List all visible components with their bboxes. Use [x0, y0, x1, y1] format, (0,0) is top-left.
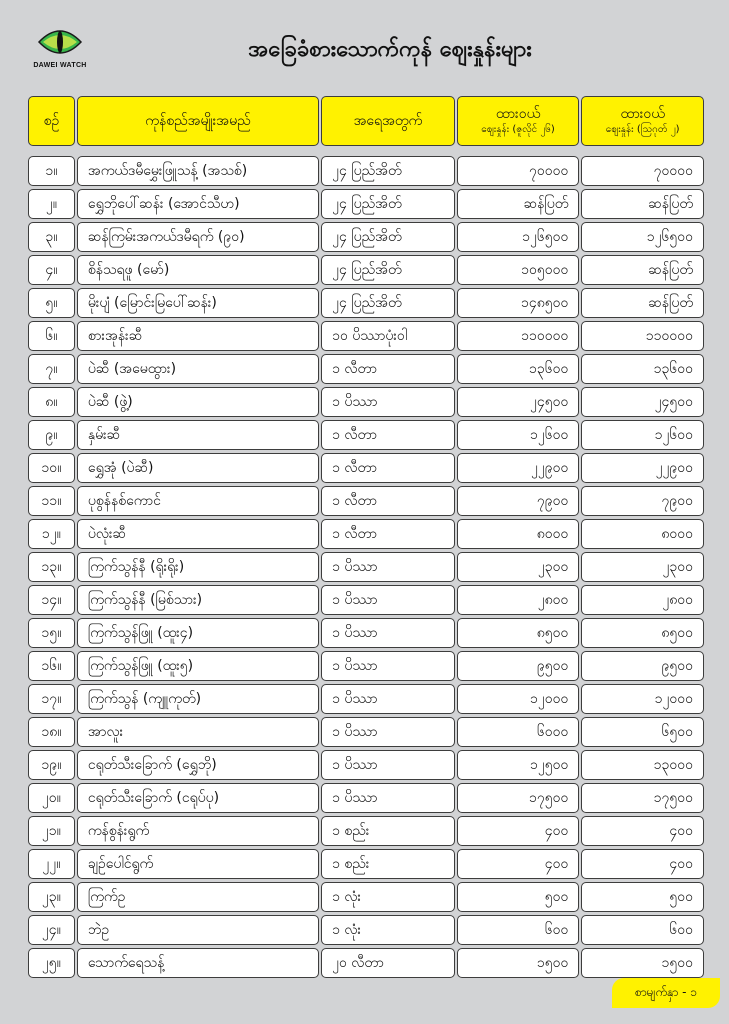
table-row	[28, 552, 704, 582]
row-number: ၁၄။	[28, 585, 75, 615]
table-row	[28, 849, 704, 879]
price-jul: ၁၅၀၀	[457, 948, 580, 978]
row-number: ၂၃။	[28, 882, 75, 912]
unit: ၁ လီတာ	[321, 519, 455, 549]
price-jul: ၁၂၆၀၀	[457, 420, 580, 450]
price-aug: ၁၃၆၀၀	[581, 354, 704, 384]
price-aug: ၂၂၉၀၀	[581, 453, 704, 483]
header-price-jul-main: ထားဝယ်	[495, 106, 541, 122]
header-price-jul	[457, 96, 580, 146]
unit: ၁ လီတာ	[321, 453, 455, 483]
price-aug: ၇၉၀၀	[581, 486, 704, 516]
unit: ၁ လီတာ	[321, 486, 455, 516]
item-name: ကြက်သွန်နီ (မြစ်သား)	[77, 585, 319, 615]
row-number: ၁၅။	[28, 618, 75, 648]
price-aug: ၈၀၀၀	[581, 519, 704, 549]
page-title: အခြေခံစားသောက်ကုန် ဈေးနှုန်းများ	[248, 37, 532, 62]
price-aug: ၁၂၆၅၀၀	[581, 222, 704, 252]
row-number: ၁၇။	[28, 684, 75, 714]
unit: ၁ ပိဿာ	[321, 783, 455, 813]
price-jul: ၇၀၀၀၀	[457, 156, 580, 186]
header-price-jul-sub: ဈေးနှုန်း (ဇူလိုင် ၂၆)	[481, 123, 555, 135]
price-aug: ၁၁၀၀၀၀	[581, 321, 704, 351]
price-jul: ၆၀၀၀	[457, 717, 580, 747]
row-number: ၂၂။	[28, 849, 75, 879]
row-number: ၂၀။	[28, 783, 75, 813]
row-number: ၂၄။	[28, 915, 75, 945]
row-number: ၁၈။	[28, 717, 75, 747]
header-price-aug-sub: ဈေးနှုန်း (ဩဂုတ် ၂)	[605, 123, 680, 135]
unit: ၁ ပိဿာ	[321, 684, 455, 714]
item-name: အကယ်ဒမီမွှေးဖြူသန့် (အသစ်)	[77, 156, 319, 186]
row-number: ၉။	[28, 420, 75, 450]
table-row	[28, 948, 704, 978]
price-jul: ၄၀၀	[457, 849, 580, 879]
table-row	[28, 519, 704, 549]
item-name: ပဲဆီ (အမေထွား)	[77, 354, 319, 384]
table-row	[28, 816, 704, 846]
item-name: ပဲဆီ (ဖွဲ့)	[77, 387, 319, 417]
price-aug: ၁၂၀၀၀	[581, 684, 704, 714]
price-jul: ၆၀၀	[457, 915, 580, 945]
table-row	[28, 486, 704, 516]
row-number: ၄။	[28, 255, 75, 285]
item-name: ရွှေဘိုပေါ်ဆန်း (အောင်သီဟ)	[77, 189, 319, 219]
item-name: သောက်ရေသန့်	[77, 948, 319, 978]
table-row	[28, 915, 704, 945]
unit: ၁ လုံး	[321, 882, 455, 912]
price-aug: ၄၀၀	[581, 849, 704, 879]
table-row	[28, 651, 704, 681]
unit: ၂၄ ပြည်အိတ်	[321, 255, 455, 285]
price-aug: ၈၅၀၀	[581, 618, 704, 648]
price-jul: ၁၄၈၅၀၀	[457, 288, 580, 318]
row-number: ၁။	[28, 156, 75, 186]
item-name: ငရုတ်သီးခြောက် (ငရုပ်ပု)	[77, 783, 319, 813]
logo-text: DAWEI WATCH	[33, 62, 87, 69]
item-name: ချဉ်ပေါင်ရွက်	[77, 849, 319, 879]
table-row	[28, 453, 704, 483]
row-number: ၅။	[28, 288, 75, 318]
unit: ၁ ပိဿာ	[321, 552, 455, 582]
price-jul: ၁၀၅၀၀၀	[457, 255, 580, 285]
price-jul: ၁၃၆၀၀	[457, 354, 580, 384]
item-name: ကြက်သွန်နီ (ရိုးရိုး)	[77, 552, 319, 582]
item-name: ကြက်သွန် (ကျူကုတ်)	[77, 684, 319, 714]
table-header-row	[28, 96, 704, 146]
unit: ၁ စည်း	[321, 816, 455, 846]
price-jul: ၁၁၀၀၀၀	[457, 321, 580, 351]
price-aug: ၄၀၀	[581, 816, 704, 846]
table-row	[28, 618, 704, 648]
page-number-badge: စာမျက်နှာ - ၁	[612, 978, 720, 1008]
row-number: ၁၁။	[28, 486, 75, 516]
item-name: ဆန်ကြမ်းအကယ်ဒမီရက် (၉၀)	[77, 222, 319, 252]
item-name: ကန်စွန်းရွက်	[77, 816, 319, 846]
price-aug: ၆၀၀	[581, 915, 704, 945]
table-row	[28, 156, 704, 186]
item-name: ရွှေအုံ (ပဲဆီ)	[77, 453, 319, 483]
price-aug: ၂၃၀၀	[581, 552, 704, 582]
item-name: ငရုတ်သီးခြောက် (ရွှေဘို)	[77, 750, 319, 780]
header-unit: အရေအတွက်	[321, 96, 455, 146]
row-number: ၃။	[28, 222, 75, 252]
unit: ၂၀ လီတာ	[321, 948, 455, 978]
unit: ၁ ပိဿာ	[321, 651, 455, 681]
price-jul: ၅၀၀	[457, 882, 580, 912]
price-jul: ၂၂၉၀၀	[457, 453, 580, 483]
row-number: ၂၅။	[28, 948, 75, 978]
row-number: ၁၂။	[28, 519, 75, 549]
item-name: နှမ်းဆီ	[77, 420, 319, 450]
table-row	[28, 255, 704, 285]
table-row	[28, 387, 704, 417]
item-name: ပုစွန်နစ်ကောင်	[77, 486, 319, 516]
row-number: ၇။	[28, 354, 75, 384]
cat-eye-icon	[37, 26, 83, 58]
unit: ၂၄ ပြည်အိတ်	[321, 189, 455, 219]
unit: ၁ လီတာ	[321, 420, 455, 450]
unit: ၁၀ ပိဿာပုံးဝါ	[321, 321, 455, 351]
price-jul: ၇၉၀၀	[457, 486, 580, 516]
table-row	[28, 321, 704, 351]
item-name: ကြက်ဥ	[77, 882, 319, 912]
unit: ၂၄ ပြည်အိတ်	[321, 288, 455, 318]
row-number: ၂။	[28, 189, 75, 219]
price-jul: ၈၀၀၀	[457, 519, 580, 549]
price-jul: ၁၂၆၅၀၀	[457, 222, 580, 252]
item-name: မိုးပျံ (မြောင်းမြပေါ်ဆန်း)	[77, 288, 319, 318]
unit: ၁ ပိဿာ	[321, 750, 455, 780]
price-jul: ၈၅၀၀	[457, 618, 580, 648]
item-name: ပဲလုံးဆီ	[77, 519, 319, 549]
unit: ၁ စည်း	[321, 849, 455, 879]
price-jul: ဆန်ပြတ်	[457, 189, 580, 219]
table-row	[28, 189, 704, 219]
price-jul: ၁၂၅၀၀	[457, 750, 580, 780]
table-row	[28, 420, 704, 450]
header-price-aug-main: ထားဝယ်	[620, 106, 665, 122]
price-aug: ၂၄၅၀၀	[581, 387, 704, 417]
unit: ၁ ပိဿာ	[321, 717, 455, 747]
item-name: အာလူး	[77, 717, 319, 747]
price-table	[28, 96, 704, 981]
price-jul: ၂၃၀၀	[457, 552, 580, 582]
table-row	[28, 882, 704, 912]
price-jul: ၁၇၅၀၀	[457, 783, 580, 813]
header-item: ကုန်စည်အမျိုးအမည်	[77, 96, 319, 146]
price-aug: ၂၈၀၀	[581, 585, 704, 615]
item-name: ဘဲဥ	[77, 915, 319, 945]
table-row	[28, 684, 704, 714]
row-number: ၁၆။	[28, 651, 75, 681]
table-row	[28, 354, 704, 384]
price-jul: ၉၅၀၀	[457, 651, 580, 681]
price-aug: ၁၇၅၀၀	[581, 783, 704, 813]
price-jul: ၄၀၀	[457, 816, 580, 846]
header-no: စဉ်	[28, 96, 75, 146]
row-number: ၁၉။	[28, 750, 75, 780]
price-aug: ၅၀၀	[581, 882, 704, 912]
item-name: စားအုန်းဆီ	[77, 321, 319, 351]
price-jul: ၁၂၀၀၀	[457, 684, 580, 714]
item-name: ကြက်သွန်ဖြူ (ထူး၅)	[77, 651, 319, 681]
price-aug: ၁၃၀၀၀	[581, 750, 704, 780]
unit: ၁ လီတာ	[321, 354, 455, 384]
row-number: ၂၁။	[28, 816, 75, 846]
price-aug: ၁၅၀၀	[581, 948, 704, 978]
price-aug: ၁၂၆၀၀	[581, 420, 704, 450]
table-row	[28, 750, 704, 780]
row-number: ၆။	[28, 321, 75, 351]
row-number: ၁၃။	[28, 552, 75, 582]
unit: ၁ ပိဿာ	[321, 387, 455, 417]
table-row	[28, 585, 704, 615]
row-number: ၈။	[28, 387, 75, 417]
unit: ၂၄ ပြည်အိတ်	[321, 156, 455, 186]
price-aug: ဆန်ပြတ်	[581, 189, 704, 219]
unit: ၁ လုံး	[321, 915, 455, 945]
row-number: ၁၀။	[28, 453, 75, 483]
price-aug: ၆၅၀၀	[581, 717, 704, 747]
price-jul: ၂၈၀၀	[457, 585, 580, 615]
logo	[30, 26, 90, 76]
price-aug: ၇၀၀၀၀	[581, 156, 704, 186]
header-price-aug	[581, 96, 704, 146]
table-row	[28, 717, 704, 747]
price-aug: ဆန်ပြတ်	[581, 255, 704, 285]
item-name: စိန်သရဖူ (မော်)	[77, 255, 319, 285]
item-name: ကြက်သွန်ဖြူ (ထူး၄)	[77, 618, 319, 648]
table-row	[28, 288, 704, 318]
table-row	[28, 783, 704, 813]
unit: ၁ ပိဿာ	[321, 585, 455, 615]
price-aug: ၉၅၀၀	[581, 651, 704, 681]
table-row	[28, 222, 704, 252]
price-jul: ၂၄၅၀၀	[457, 387, 580, 417]
price-aug: ဆန်ပြတ်	[581, 288, 704, 318]
unit: ၁ ပိဿာ	[321, 618, 455, 648]
unit: ၂၄ ပြည်အိတ်	[321, 222, 455, 252]
